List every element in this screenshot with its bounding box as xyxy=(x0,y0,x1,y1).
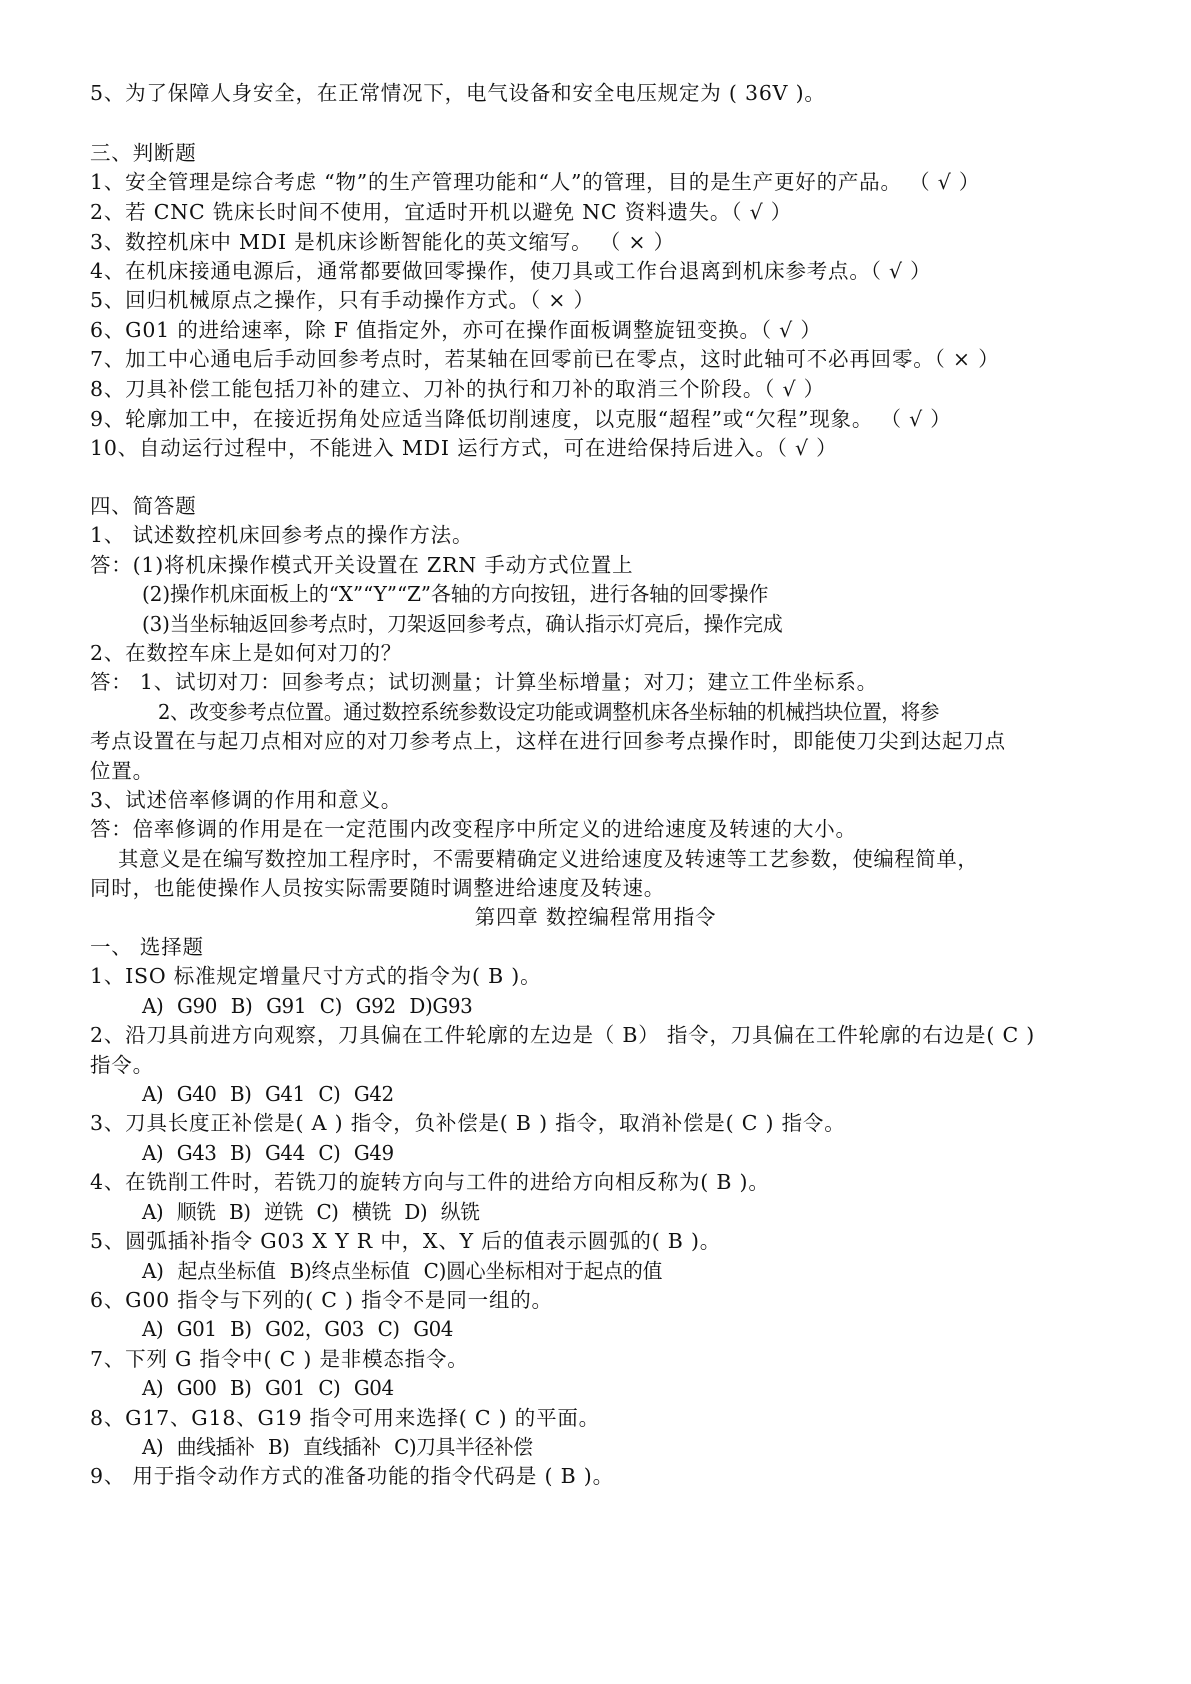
question-line: 1、ISO 标准规定增量尺寸方式的指令为( B )。 xyxy=(90,964,542,988)
answer-line: 其意义是在编写数控加工程序时，不需要精确定义进给速度及转速等工艺参数，使编程简单， xyxy=(118,847,979,871)
question-line: 5、回归机械原点之操作，只有手动操作方式。（ × ） xyxy=(90,288,595,312)
answer-line: 位置。 xyxy=(90,759,154,783)
answer-line: 2、改变参考点位置。通过数控系统参数设定功能或调整机床各坐标轴的机械挡块位置，将参 xyxy=(158,700,940,724)
question-line: 7、加工中心通电后手动回参考点时，若某轴在回零前已在零点，这时此轴可不必再回零。（ × ） xyxy=(90,347,1000,371)
question-line: 指令。 xyxy=(90,1053,154,1077)
question-line: 3、试述倍率修调的作用和意义。 xyxy=(90,788,403,812)
question-line: 9、轮廓加工中，在接近拐角处应适当降低切削速度，以克服“超程”或“欠程”现象。 （ √ ） xyxy=(90,407,952,431)
answer-line: (3)当坐标轴返回参考点时，刀架返回参考点，确认指示灯亮后，操作完成 xyxy=(142,612,783,636)
options-line: A) 起点坐标值 B)终点坐标值 C)圆心坐标相对于起点的值 xyxy=(142,1259,663,1283)
options-line: A) G01 B) G02，G03 C) G04 xyxy=(142,1317,453,1341)
answer-line: (2)操作机床面板上的“X”“Y”“Z”各轴的方向按钮，进行各轴的回零操作 xyxy=(142,582,769,606)
options-line: A) G90 B) G91 C) G92 D)G93 xyxy=(142,994,473,1018)
question-line: 10、自动运行过程中，不能进入 MDI 运行方式，可在进给保持后进入。（ √ ） xyxy=(90,436,838,460)
question-line: 2、沿刀具前进方向观察，刀具偏在工件轮廓的左边是（ B） 指令，刀具偏在工件轮廓的右边是( C ) xyxy=(90,1023,1036,1047)
chapter-title: 第四章 数控编程常用指令 xyxy=(474,905,717,929)
section-heading-judgment: 三、判断题 xyxy=(90,141,197,165)
options-line: A) 曲线插补 B) 直线插补 C)刀具半径补偿 xyxy=(142,1435,533,1459)
question-line: 5、圆弧插补指令 G03 X Y R 中，X、Y 后的值表示圆弧的( B )。 xyxy=(90,1229,722,1253)
section-heading-choice: 一、 选择题 xyxy=(90,935,204,959)
question-line: 1、 试述数控机床回参考点的操作方法。 xyxy=(90,523,474,547)
answer-line: 考点设置在与起刀点相对应的对刀参考点上，这样在进行回参考点操作时，即能使刀尖到达起刀点 xyxy=(90,729,1006,753)
answer-line: 同时，也能使操作人员按实际需要随时调整进给速度及转速。 xyxy=(90,876,666,900)
options-line: A) G43 B) G44 C) G49 xyxy=(142,1141,394,1165)
question-line: 3、刀具长度正补偿是( A ) 指令，负补偿是( B ) 指令，取消补偿是( C ) 指令。 xyxy=(90,1111,846,1135)
question-line: 4、在铣削工件时，若铣刀的旋转方向与工件的进给方向相反称为( B )。 xyxy=(90,1170,770,1194)
question-line: 5、为了保障人身安全，在正常情况下，电气设备和安全电压规定为 ( 36V )。 xyxy=(90,81,826,105)
answer-line: 答：倍率修调的作用是在一定范围内改变程序中所定义的进给速度及转速的大小。 xyxy=(90,817,857,841)
question-line: 8、G17、G18、G19 指令可用来选择( C ) 的平面。 xyxy=(90,1406,600,1430)
question-line: 9、 用于指令动作方式的准备功能的指令代码是 ( B )。 xyxy=(90,1464,614,1488)
section-heading-short-answer: 四、简答题 xyxy=(90,494,197,518)
question-line: 6、G01 的进给速率，除 F 值指定外，亦可在操作面板调整旋钮变换。（ √ ） xyxy=(90,318,822,342)
options-line: A) 顺铣 B) 逆铣 C) 横铣 D) 纵铣 xyxy=(142,1200,480,1224)
question-line: 8、刀具补偿工能包括刀补的建立、刀补的执行和刀补的取消三个阶段。（ √ ） xyxy=(90,377,825,401)
question-line: 2、在数控车床上是如何对刀的？ xyxy=(90,641,403,665)
answer-line: 答： 1、试切对刀：回参考点；试切测量；计算坐标增量；对刀；建立工件坐标系。 xyxy=(90,670,878,694)
question-line: 1、安全管理是综合考虑 “物”的生产管理功能和“人”的管理，目的是生产更好的产品。 （ √ ） xyxy=(90,170,981,194)
options-line: A) G00 B) G01 C) G04 xyxy=(142,1376,394,1400)
question-line: 3、数控机床中 MDI 是机床诊断智能化的英文缩写。 （ × ） xyxy=(90,230,675,254)
question-line: 6、G00 指令与下列的( C ) 指令不是同一组的。 xyxy=(90,1288,553,1312)
options-line: A) G40 B) G41 C) G42 xyxy=(142,1082,394,1106)
question-line: 7、下列 G 指令中( C ) 是非模态指令。 xyxy=(90,1347,469,1371)
answer-line: 答：(1)将机床操作模式开关设置在 ZRN 手动方式位置上 xyxy=(90,553,634,577)
question-line: 4、在机床接通电源后，通常都要做回零操作，使刀具或工作台退离到机床参考点。（ √ ） xyxy=(90,259,932,283)
question-line: 2、若 CNC 铣床长时间不使用，宜适时开机以避免 NC 资料遗失。（ √ ） xyxy=(90,200,793,224)
